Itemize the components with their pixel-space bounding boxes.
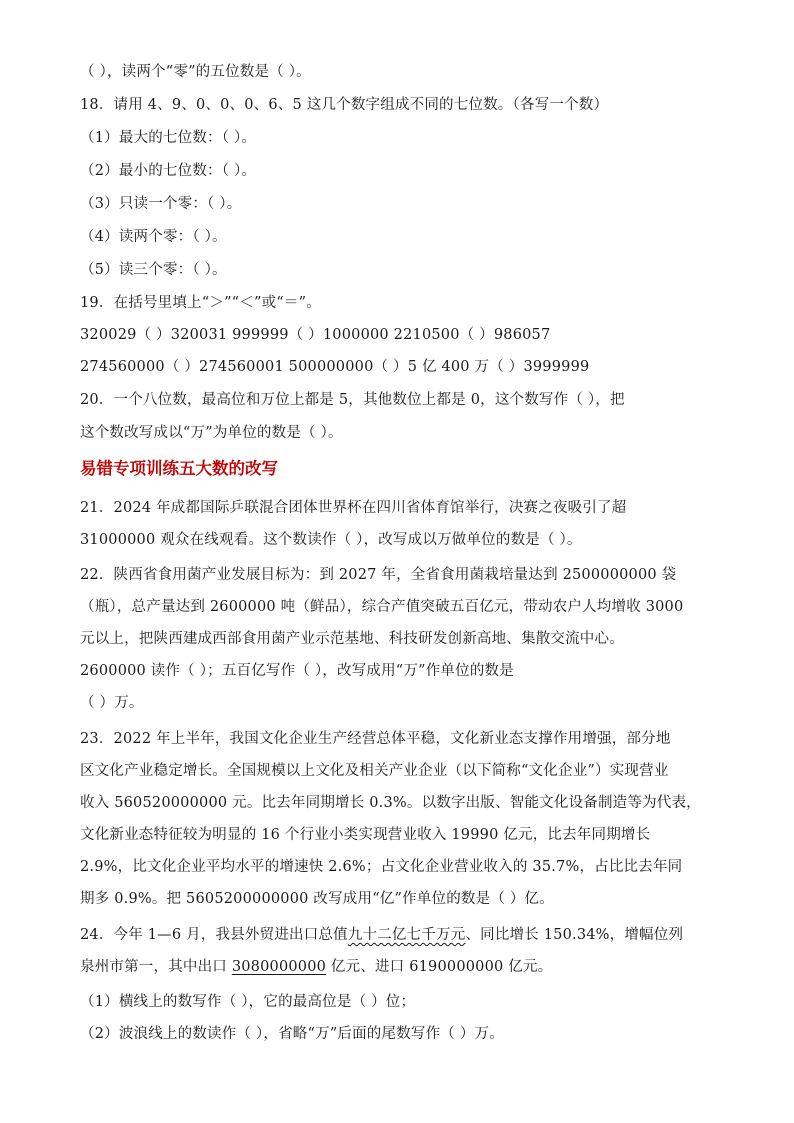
section-heading: 易错专项训练五大数的改写 — [80, 459, 278, 478]
q23-line-6: 期多 0.9%。把 5605200000000 改写成用“亿”作单位的数是（ ）亿。 — [80, 891, 554, 907]
q18-part-5: （5）读三个零：（ ）。 — [80, 262, 227, 278]
q20-line-1: 20．一个八位数，最高位和万位上都是 5，其他数位上都是 0，这个数写作（ ），把 — [80, 392, 625, 408]
q24-line-2 — [80, 957, 724, 977]
q24-part-2: （2）波浪线上的数读作（ ），省略“万”后面的尾数写作（ ）万。 — [80, 1026, 504, 1042]
q22-line-3: 元以上，把陕西建成西部食用菌产业示范基地、科技研发创新高地、集散交流中心。 — [80, 631, 624, 647]
q18-part-2: （2）最小的七位数：（ ）。 — [80, 163, 257, 179]
q24-line-1-start: 24．今年 1—6 月，我县外贸进出口总值 — [80, 927, 348, 943]
q23-line-4: 文化新业态特征较为明显的 16 个行业小类实现营业收入 19990 亿元，比去年同期增长 — [80, 827, 651, 843]
q24-part-1: （1）横线上的数写作（ ），它的最高位是（ ）位； — [80, 994, 416, 1010]
q24-line-1 — [80, 925, 724, 945]
q23-line-2: 区文化产业稳定增长。全国规模以上文化及相关产业企业（以下简称“文化企业”）实现营业 — [80, 763, 669, 779]
q23-line-3: 收入 560520000000 元。比去年同期增长 0.3%。以数字出版、智能文化设备制造等为代表， — [80, 795, 701, 811]
q24-line-1-end: 、同比增长 150.34%，增幅位列 — [465, 927, 684, 943]
q22-line-1: 22．陕西省食用菌产业发展目标为：到 2027 年，全省食用菌栽培量达到 2500000000 袋 — [80, 567, 677, 583]
q20-line-2: 这个数改写成以“万”为单位的数是（ ）。 — [80, 425, 343, 441]
q24-line-2-start: 泉州市第一，其中出口 — [80, 959, 232, 975]
q19-prompt: 19．在括号里填上“＞”“＜”或“＝”。 — [80, 295, 321, 311]
q22-line-4: 2600000 读作（ ）；五百亿写作（ ），改写成用“万”作单位的数是 — [80, 663, 514, 679]
q22-line-2: （瓶），总产量达到 2600000 吨（鲜品），综合产值突破五百亿元，带动农户人均增收 3000 — [80, 599, 684, 615]
q19-row-1: 320029（ ）320031 999999（ ）1000000 2210500（ ）986057 — [80, 327, 551, 343]
wavy-underlined-number: 九十二亿七千万元 — [347, 927, 466, 943]
q23-line-5: 2.9%，比文化企业平均水平的增速快 2.6%；占文化企业营业收入的 35.7%，占比比去年同 — [80, 859, 683, 875]
underlined-number: 3080000000 — [231, 959, 327, 975]
q17-tail-line: （ ），读两个“零”的五位数是（ ）。 — [80, 64, 311, 80]
q18-part-3: （3）只读一个零：（ ）。 — [80, 196, 242, 212]
q19-row-2: 274560000（ ）274560001 500000000（ ）5 亿 400 万（ ）3999999 — [80, 359, 590, 375]
q22-line-5: （ ）万。 — [80, 695, 144, 711]
q18-part-4: （4）读两个零：（ ）。 — [80, 229, 227, 245]
q18-prompt: 18．请用 4、9、0、0、0、6、5 这几个数字组成不同的七位数。（各写一个数） — [80, 97, 609, 113]
q23-line-1: 23．2022 年上半年，我国文化企业生产经营总体平稳，文化新业态支撑作用增强，部分地 — [80, 731, 671, 747]
q18-part-1: （1）最大的七位数：（ ）。 — [80, 130, 257, 146]
q21-line-2: 31000000 观众在线观看。这个数读作（ ），改写成以万做单位的数是（ ）。 — [80, 532, 582, 548]
q24-line-2-end: 亿元、进口 6190000000 亿元。 — [326, 959, 553, 975]
q21-line-1: 21．2024 年成都国际乒联混合团体世界杯在四川省体育馆举行，决赛之夜吸引了超 — [80, 500, 627, 516]
